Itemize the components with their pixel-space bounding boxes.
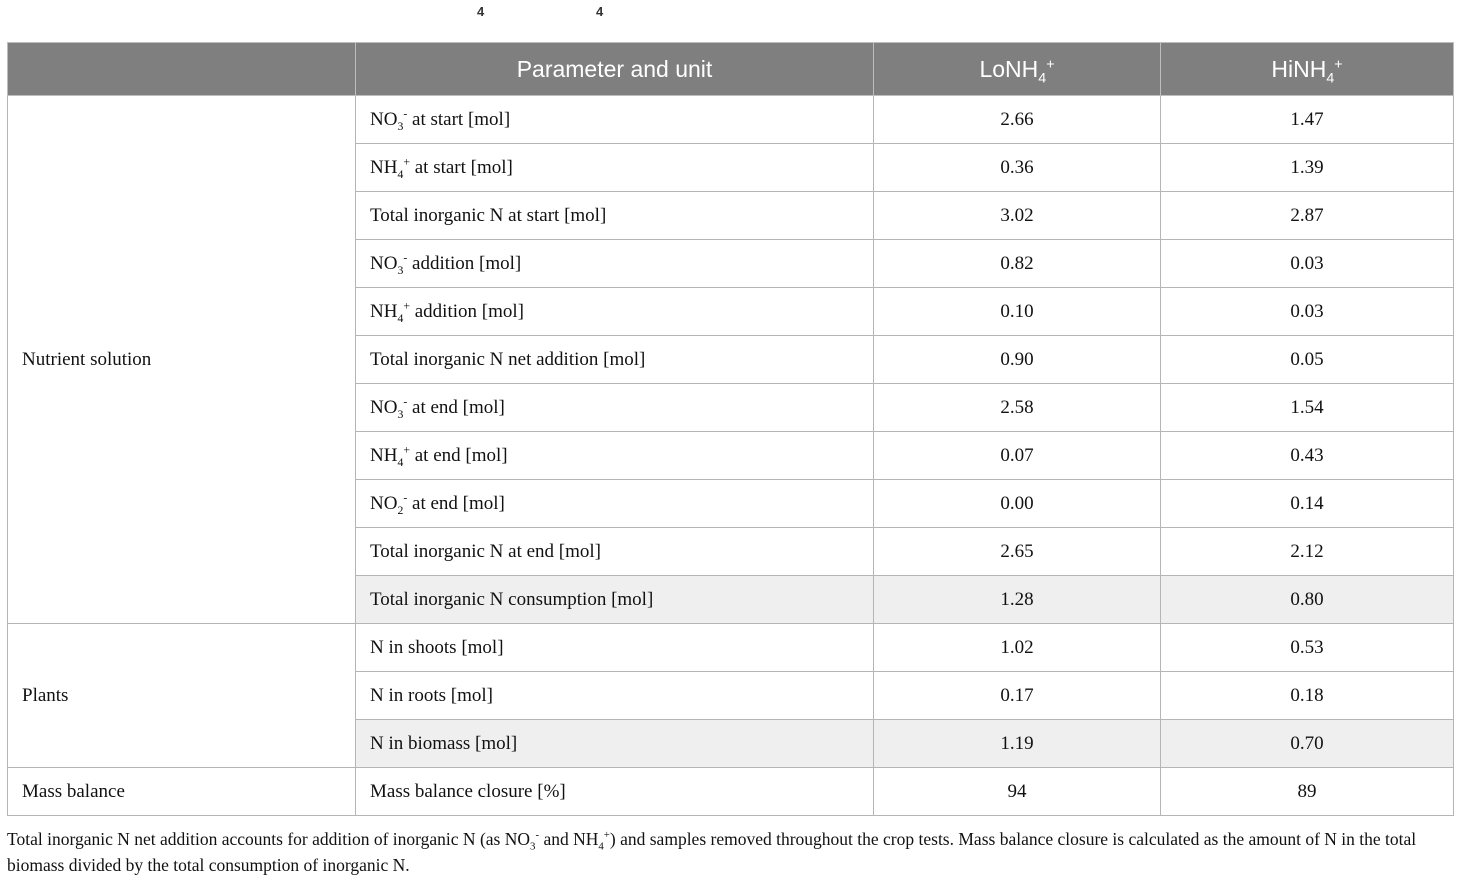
- hi-value: 0.18: [1161, 672, 1454, 720]
- parameter-cell: Total inorganic N at start [mol]: [356, 192, 874, 240]
- lo-value: 1.02: [874, 624, 1161, 672]
- parameter-cell: $NH_4^+$ addition [mol]: [356, 288, 874, 336]
- lo-value: 2.58: [874, 384, 1161, 432]
- hi-value: 1.47: [1161, 96, 1454, 144]
- parameter-cell: $NH_4^+$ at start [mol]: [356, 144, 874, 192]
- header-blank: [8, 43, 356, 96]
- hi-value: 0.05: [1161, 336, 1454, 384]
- table-row: [8, 96, 1454, 144]
- hi-value: 2.12: [1161, 528, 1454, 576]
- lo-value: 0.90: [874, 336, 1161, 384]
- group-plants: Plants: [8, 624, 356, 768]
- lo-value: 0.07: [874, 432, 1161, 480]
- header-parameter: Parameter and unit: [356, 43, 874, 96]
- lo-value: 2.65: [874, 528, 1161, 576]
- lo-value: 3.02: [874, 192, 1161, 240]
- hi-value: 0.80: [1161, 576, 1454, 624]
- lo-value: 0.17: [874, 672, 1161, 720]
- hi-value: 0.14: [1161, 480, 1454, 528]
- parameter-cell: $NO_3^-$ addition [mol]: [356, 240, 874, 288]
- parameter-cell: $NO_3^-$ at start [mol]: [356, 96, 874, 144]
- hi-value: 2.87: [1161, 192, 1454, 240]
- lo-value: 2.66: [874, 96, 1161, 144]
- parameter-cell: $NO_2^-$ at end [mol]: [356, 480, 874, 528]
- parameter-cell: N in roots [mol]: [356, 672, 874, 720]
- table-footnote: Total inorganic N net addition accounts for addition of inorganic N (as $NO_3^-$ and $NH_4^+$) and samples removed throughout the crop tests. Mass balance closure is calculated as the amount of N in the total biomass divided by the total consumption of inorganic N.: [7, 829, 1417, 875]
- lo-value: 1.19: [874, 720, 1161, 768]
- lo-value: 0.82: [874, 240, 1161, 288]
- lo-value: 0.00: [874, 480, 1161, 528]
- header-fragment-2: 4: [596, 4, 604, 19]
- lo-value: 1.28: [874, 576, 1161, 624]
- hi-value: 89: [1161, 768, 1454, 816]
- parameter-cell: $NH_4^+$ at end [mol]: [356, 432, 874, 480]
- group-mass-balance: Mass balance: [8, 768, 356, 816]
- hi-value: 1.54: [1161, 384, 1454, 432]
- header-lonh4: LoNH$_4$+: [874, 43, 1161, 96]
- hi-value: 1.39: [1161, 144, 1454, 192]
- group-nutrient-solution: Nutrient solution: [8, 96, 356, 624]
- hi-value: 0.53: [1161, 624, 1454, 672]
- lo-value: 0.10: [874, 288, 1161, 336]
- hi-value: 0.03: [1161, 288, 1454, 336]
- parameter-cell: Total inorganic N at end [mol]: [356, 528, 874, 576]
- table-header: [8, 43, 1454, 96]
- lo-value: 0.36: [874, 144, 1161, 192]
- parameter-cell: N in biomass [mol]: [356, 720, 874, 768]
- parameter-cell: Total inorganic N consumption [mol]: [356, 576, 874, 624]
- hi-value: 0.03: [1161, 240, 1454, 288]
- parameter-cell: $NO_3^-$ at end [mol]: [356, 384, 874, 432]
- lo-value: 94: [874, 768, 1161, 816]
- nitrogen-balance-table: [7, 42, 1454, 816]
- parameter-cell: N in shoots [mol]: [356, 624, 874, 672]
- parameter-cell: Mass balance closure [%]: [356, 768, 874, 816]
- header-hinh4: HiNH$_4$+: [1161, 43, 1454, 96]
- hi-value: 0.70: [1161, 720, 1454, 768]
- parameter-cell: Total inorganic N net addition [mol]: [356, 336, 874, 384]
- hi-value: 0.43: [1161, 432, 1454, 480]
- table-row: [8, 624, 1454, 672]
- table-row: [8, 768, 1454, 816]
- header-fragment-1: 4: [477, 4, 485, 19]
